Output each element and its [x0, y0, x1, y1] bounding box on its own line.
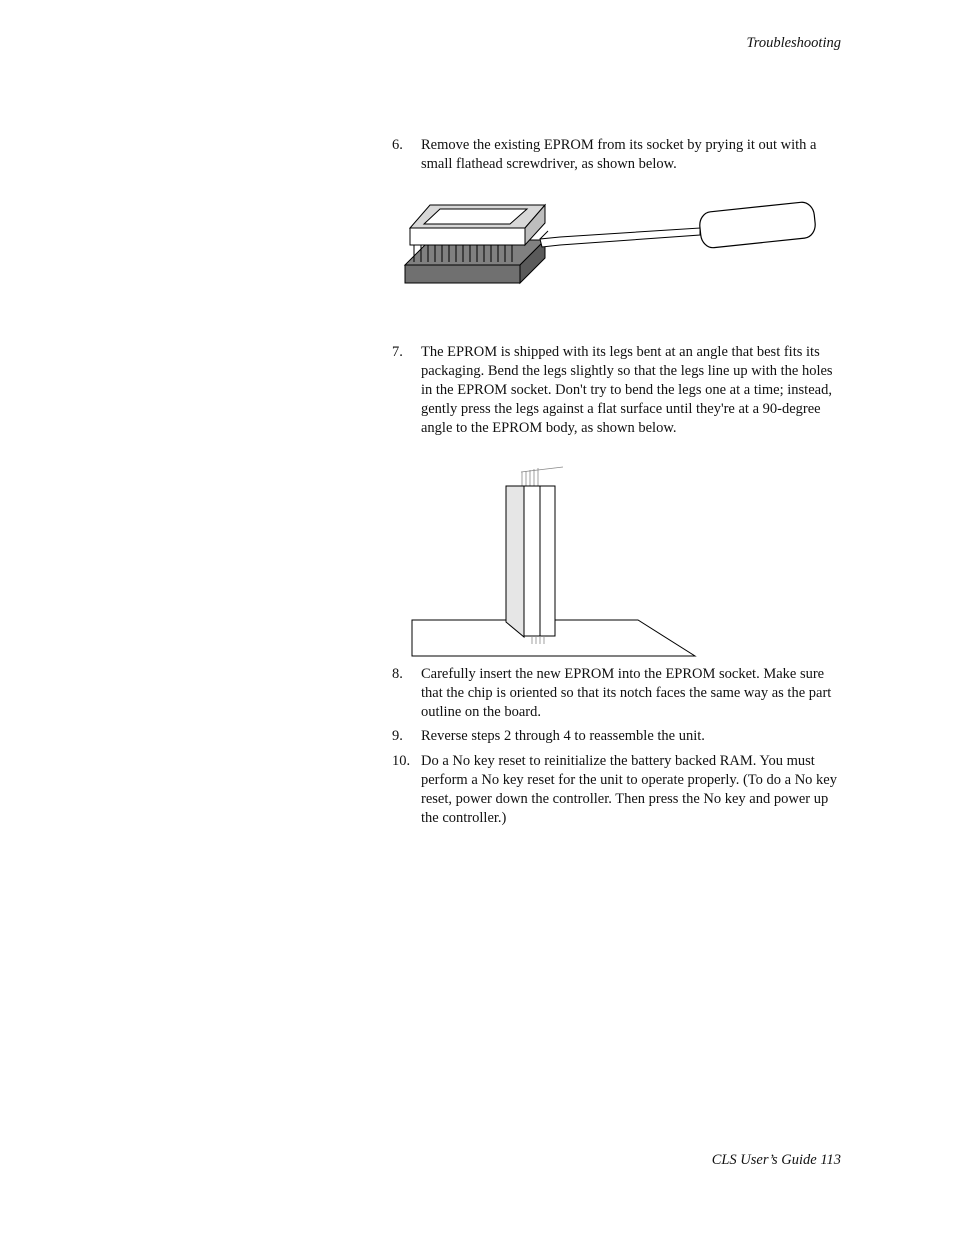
step-8	[392, 665, 842, 722]
step-text: The EPROM is shipped with its legs bent at an angle that best fits its packaging. Bend the legs slightly so that the legs line up with the holes in the EPROM socket. Don't try to bend the legs one at a time; instead, gently press the legs against a flat surface until they're at a 90-degree angle to the EPROM body, as shown below.	[421, 344, 833, 436]
step-text: Do a No key reset to reinitialize the battery backed RAM. You must perform a No key reset for the unit to operate properly. (To do a No key reset, power down the controller. Then press the No key and power up the controller.)	[421, 753, 837, 826]
step-text: Carefully insert the new EPROM into the EPROM socket. Make sure that the chip is oriented so that its notch faces the same way as the part outline on the board.	[421, 666, 832, 720]
step-10	[392, 752, 842, 828]
step-number: 9.	[392, 728, 403, 744]
running-footer: CLS User’s Guide 113	[711, 1152, 841, 1168]
running-header: Troubleshooting	[746, 35, 841, 51]
step-7	[392, 343, 842, 438]
step-number: 6.	[392, 137, 403, 153]
step-text: Reverse steps 2 through 4 to reassemble the unit.	[421, 728, 705, 744]
step-9	[392, 727, 842, 746]
eprom-leg-bending-illustration	[408, 462, 698, 662]
step-text: Remove the existing EPROM from its socket by prying it out with a small flathead screwdriver, as shown below.	[421, 137, 817, 172]
eprom-removal-illustration	[400, 195, 820, 295]
step-number: 7.	[392, 344, 403, 360]
step-number: 10.	[392, 753, 411, 769]
step-number: 8.	[392, 666, 403, 682]
step-6	[392, 136, 842, 174]
